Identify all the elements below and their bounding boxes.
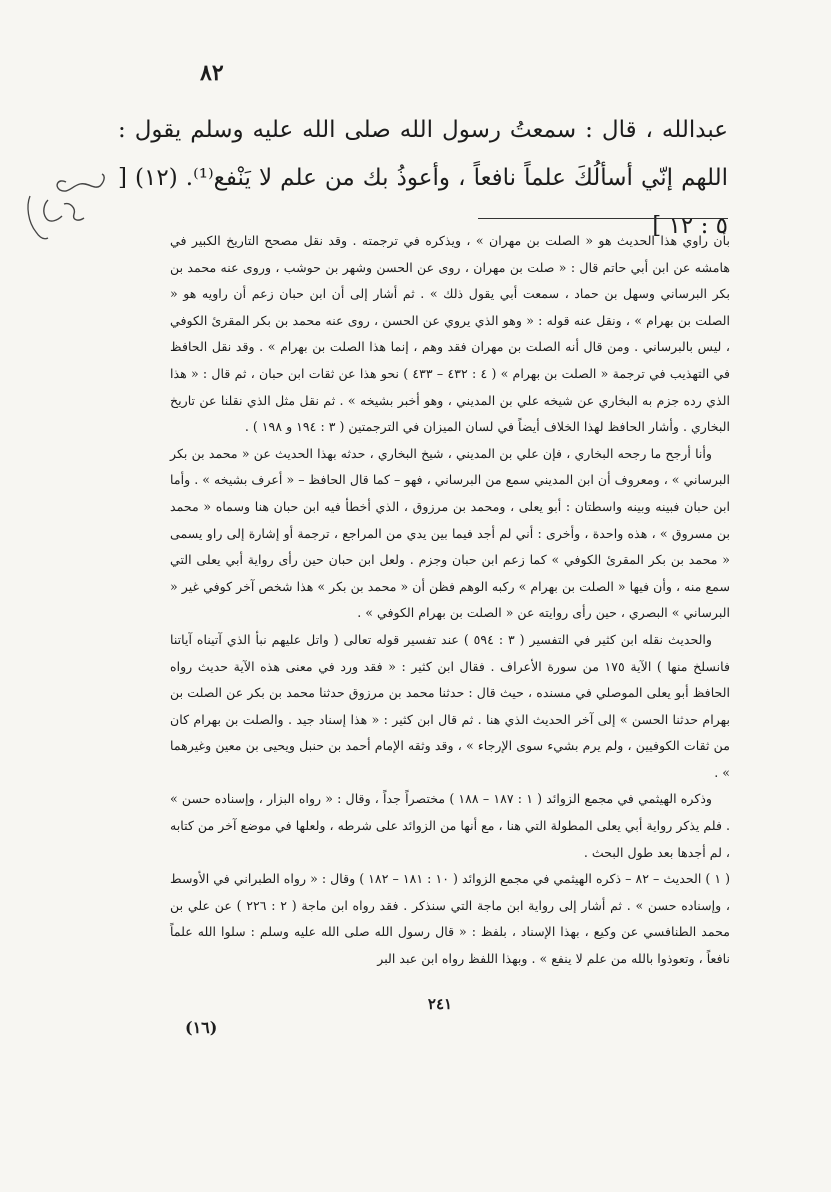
- footnote-paragraph: بأن راوي هذا الحديث هو « الصلت بن مهران » ، ويذكره في ترجمته . وقد نقل مصحح التاريخ الكبير في هامشه عن ابن أبي حاتم قال : « صلت بن مهران ، روى عن الحسن وشهر بن حوشب ، وروى عنه محمد بن بكر البرساني وسهل بن حماد ، سمعت أبي يقول ذلك » . ثم أشار إلى أن ابن حبان زعم أن راويه هو « الصلت بن بهرام » ، ونقل عنه قوله : « وهو الذي يروي عن الحسن ، روى عنه محمد بن بكر المقرئ الكوفي ، ليس بالبرساني . ومن قال أنه الصلت بن مهران فقد وهم ، إنما هذا الصلت بن بهرام » . وقد نقل الحافظ في التهذيب في ترجمة « الصلت بن بهرام » ( ٤ : ٤٣٢ – ٤٣٣ ) نحو هذا عن ثقات ابن حبان ، ثم قال : « هذا الذي رده جزم به البخاري عن شيخه علي بن المديني ، وهو أخبر بشيخه » . ثم نقل مثل الذي نقلنا عن تاريخ البخاري . وأشار الحافظ لهذا الخلاف أيضاً في لسان الميزان في الترجمتين ( ٣ : ١٩٤ و ١٩٨ ) .: [170, 233, 731, 435]
- handwritten-margin-note: [18, 160, 118, 250]
- hadith-text: عبدالله ، قال : سمعتُ رسول الله صلى الله عليه وسلم يقول : اللهم إنّي أسألُكَ علماً نافعاً ، وأعوذُ بك من علم لا يَنْفع⁽¹⁾. (١٢) [ ٥ : ١٢ ]: [118, 117, 728, 239]
- footnotes: [170, 228, 730, 973]
- footnote-paragraph: والحديث نقله ابن كثير في التفسير ( ٣ : ٥٩٤ ) عند تفسير قوله تعالى ( واتل عليهم نبأ الذي آتيناه آياتنا فانسلخ منها ) الآية ١٧٥ من سورة الأعراف . فقال ابن كثير : « فقد ورد في معنى هذه الآية حديث رواه الحافظ أبو يعلى الموصلي في مسنده ، حيث قال : حدثنا محمد بن مرزوق حدثنا محمد بن بكر عن الصلت بن بهرام حدثنا الحسن » إلى آخر الحديث الذي هنا . ثم قال ابن كثير : « هذا إسناد جيد . والصلت بن بهرام كان من ثقات الكوفيين ، ولم يرم بشيء سوى الإرجاء » ، وقد وثقه الإمام أحمد بن حنبل ويحيى بن معين وغيرهما » .: [170, 631, 730, 780]
- hadith-number: ٨٢: [200, 60, 224, 86]
- page-number: ٢٤١: [427, 995, 453, 1013]
- footnote-paragraph: وذكره الهيثمي في مجمع الزوائد ( ١ : ١٨٧ – ١٨٨ ) مختصراً جداً ، وقال : « رواه البزار ، وإسناده حسن » . فلم يذكر رواية أبي يعلى المطولة التي هنا ، مع أنها من الزوائد على شرطه ، ولعلها في موضع آخر من كتابه ، لم أجدها بعد طول البحث .: [170, 791, 730, 860]
- footnote-paragraph: وأنا أرجح ما رجحه البخاري ، فإن علي بن المديني ، شيخ البخاري ، حدثه بهذا الحديث عن « محمد بن بكر البرساني » ، ومعروف أن ابن المديني سمع من البرساني ، فهو – كما قال الحافظ – « أعرف بشيخه » . وأما ابن حبان فبينه وبينه واسطتان : أبو يعلى ، ومحمد بن مرزوق ، الذي أخطأ فيه ابن حبان هنا وسماه « محمد بن مسروق » ، هذه واحدة ، وأخرى : أني لم أجد فيما بين يدي من المراجع ، ترجمة أو إشارة إلى راو يسمى « محمد بن بكر المقرئ الكوفي » كما زعم ابن حبان وجزم . ولعل ابن حبان حين رأى رواية أبي يعلى التي سمع منه ، وأن فيها « الصلت بن بهرام » ركبه الوهم فظن أن « محمد بن بكر » هذا شخص آخر كوفي غير « البرساني » البصري ، حين رأى روايته عن « الصلت بن بهرام الكوفي » .: [170, 445, 730, 621]
- footnote-paragraph: ( ١ ) الحديث – ٨٢ – ذكره الهيثمي في مجمع الزوائد ( ١٠ : ١٨١ – ١٨٢ ) وقال : « رواه الطبراني في الأوسط ، وإسناده حسن » . ثم أشار إلى رواية ابن ماجة التي سنذكر . فقد رواه ابن ماجة ( ٢ : ٢٢٦ ) عن علي بن محمد الطنافسي عن وكيع ، بهذا الإسناد ، بلفظ : « قال رسول الله صلى الله عليه وسلم : سلوا الله علماً نافعاً ، وتعوذوا بالله من علم لا ينفع » . وبهذا اللفظ رواه ابن عبد البر: [170, 871, 731, 967]
- footnote-divider: [478, 218, 728, 219]
- signature-mark: (١٦): [185, 1018, 218, 1037]
